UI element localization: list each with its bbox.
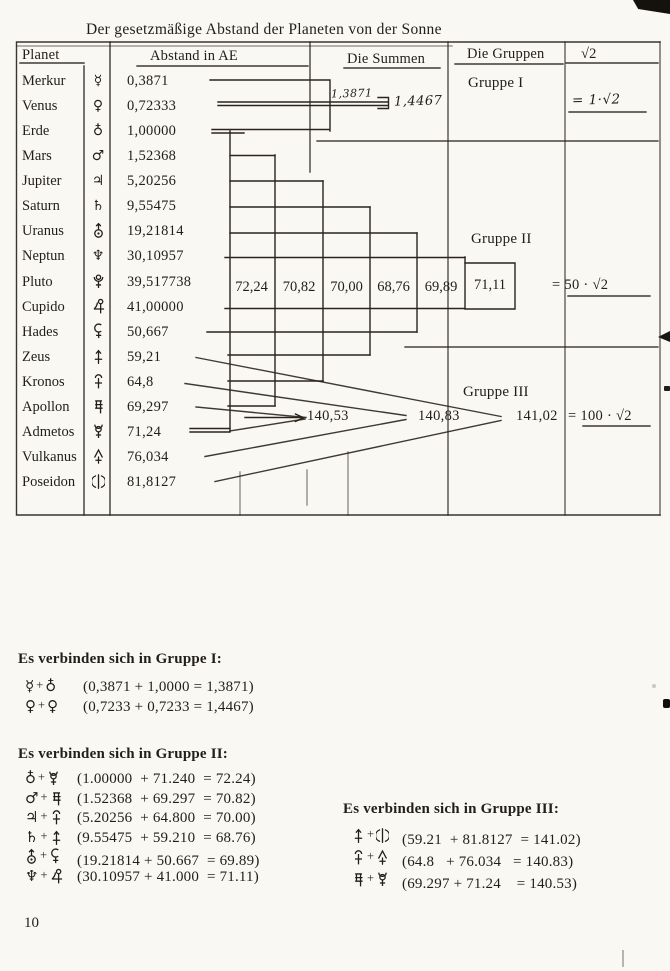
planet-name: Jupiter xyxy=(22,173,62,190)
planet-symbol xyxy=(86,423,110,442)
planet-symbol xyxy=(86,448,110,467)
kronos-symbol-icon xyxy=(50,809,63,826)
planet-row xyxy=(22,197,322,216)
page-title: Der gesetzmäßige Abstand der Planeten von der Sonne xyxy=(86,21,442,38)
formula-line xyxy=(343,849,581,871)
group3-sum-a: 140,53 xyxy=(307,408,349,424)
plus-sign: + xyxy=(367,871,375,885)
formula-line xyxy=(18,868,260,888)
sum-value: 72,24 xyxy=(235,279,268,295)
mercury-symbol-icon: ☿ xyxy=(25,677,35,695)
group-label-3: Gruppe III xyxy=(463,384,529,400)
planet-distance: 19,21814 xyxy=(127,223,184,240)
saturn-symbol-icon: ♄ xyxy=(25,827,39,846)
planet-row xyxy=(22,97,322,116)
planet-symbol xyxy=(86,373,110,392)
scan-artifact-mark xyxy=(663,699,670,708)
handwritten-sum-venus-venus: 1,4467 xyxy=(393,93,443,110)
sum-value: 70,00 xyxy=(330,279,363,295)
planet-distance: 1,52368 xyxy=(127,148,177,165)
planet-distance: 1,00000 xyxy=(127,123,177,140)
planet-name: Merkur xyxy=(22,73,66,89)
planet-symbol xyxy=(86,298,110,317)
column-header-sqrt2: √2 xyxy=(581,46,597,62)
admetos-symbol-icon xyxy=(376,871,389,888)
scan-artifact-corner xyxy=(633,0,670,14)
formula-text: (64.8 + 76.034 = 140.83) xyxy=(402,854,574,870)
neptune-symbol-icon: ♆ xyxy=(25,866,39,885)
sum-value: 70,82 xyxy=(282,279,316,295)
group-label-2: Gruppe II xyxy=(471,231,532,247)
planet-pair xyxy=(25,829,77,846)
formula-line xyxy=(18,770,260,790)
planet-name: Venus xyxy=(22,98,58,115)
venus-symbol-icon: ♀ xyxy=(47,696,59,715)
group3-sum-c: 141,02 xyxy=(516,408,558,424)
group2-formula: = 50 · √2 xyxy=(552,277,609,293)
admetos-symbol-icon xyxy=(47,770,60,787)
scan-artifact-mark xyxy=(658,331,670,342)
hades-symbol-icon xyxy=(92,323,105,340)
formula-text: (19.21814 + 50.667 = 69.89) xyxy=(77,853,260,870)
planet-distance: 76,034 xyxy=(127,449,169,466)
column-header-distance: Abstand in AE xyxy=(150,48,238,64)
sum-value: 69,89 xyxy=(424,279,458,295)
formula-text: (69.297 + 71.24 = 140.53) xyxy=(402,876,578,892)
page-number: 10 xyxy=(24,915,39,931)
planet-pair xyxy=(25,848,77,865)
plus-sign: + xyxy=(367,849,375,863)
planet-distance: 69,297 xyxy=(127,398,169,415)
neptune-symbol-icon: ♆ xyxy=(91,248,105,265)
apollon-symbol-icon xyxy=(352,871,365,888)
vulkanus-symbol-icon xyxy=(376,849,389,866)
formula-line xyxy=(343,871,581,893)
handwritten-group1-formula: = 1·√2 xyxy=(571,91,621,109)
planet-row xyxy=(22,222,322,241)
plus-sign: + xyxy=(40,789,48,804)
pluto-symbol-icon xyxy=(92,273,105,290)
jupiter-symbol-icon: ♃ xyxy=(25,808,39,827)
cupido-symbol-icon xyxy=(50,868,63,885)
earth-symbol-icon: ♁ xyxy=(45,677,57,695)
plus-sign: + xyxy=(38,697,46,712)
section-heading: Es verbinden sich in Gruppe III: xyxy=(343,801,560,817)
planet-symbol xyxy=(86,398,110,417)
formula-line xyxy=(18,809,260,829)
apollon-symbol-icon xyxy=(50,790,63,807)
planet-name: Pluto xyxy=(22,273,53,290)
planet-symbol xyxy=(86,248,110,265)
planet-pair xyxy=(25,868,77,885)
planet-name: Zeus xyxy=(22,348,51,365)
column-header-planet: Planet xyxy=(22,47,60,63)
venus-symbol-icon: ♀ xyxy=(92,98,104,115)
earth-symbol-icon: ♁ xyxy=(25,769,36,787)
planet-name: Apollon xyxy=(22,398,70,415)
planet-name: Mars xyxy=(22,148,52,165)
plus-sign: + xyxy=(38,770,46,784)
planet-row xyxy=(22,423,322,442)
planet-symbol xyxy=(86,323,110,342)
scan-artifact-mark xyxy=(622,950,624,967)
scan-artifact-mark xyxy=(664,386,670,391)
kronos-symbol-icon xyxy=(92,373,105,390)
cupido-symbol-icon xyxy=(92,298,105,315)
planet-symbol xyxy=(86,98,110,115)
planet-pair xyxy=(25,809,77,826)
section-heading: Es verbinden sich in Gruppe II: xyxy=(18,746,228,762)
planet-row xyxy=(22,72,322,91)
formula-line xyxy=(18,790,260,810)
planet-distance: 0,3871 xyxy=(127,73,169,89)
planet-pair xyxy=(352,849,402,866)
planet-name: Uranus xyxy=(22,223,64,240)
formula-line xyxy=(18,829,260,849)
formula-text: (9.55475 + 59.210 = 68.76) xyxy=(77,829,256,846)
planet-name: Neptun xyxy=(22,248,65,265)
planet-pair xyxy=(25,770,77,787)
formula-section xyxy=(343,801,581,893)
planet-row xyxy=(22,298,322,317)
plus-sign: + xyxy=(367,827,375,841)
planet-symbol xyxy=(86,198,110,215)
uranus-symbol-icon xyxy=(92,222,105,239)
uranus-symbol-icon xyxy=(25,848,38,865)
planet-name: Vulkanus xyxy=(22,449,77,466)
formula-text: (1.52368 + 69.297 = 70.82) xyxy=(77,790,256,807)
planet-symbol xyxy=(86,473,110,492)
zeus-symbol-icon xyxy=(50,829,63,846)
handwritten-sum-merkur-erde: 1,3871 xyxy=(330,86,373,101)
formula-text: (5.20256 + 64.800 = 70.00) xyxy=(77,810,256,827)
planet-name: Hades xyxy=(22,323,59,340)
planet-distance: 41,00000 xyxy=(127,298,184,315)
kronos-symbol-icon xyxy=(352,849,365,866)
planet-name: Admetos xyxy=(22,423,75,440)
planet-distance: 64,8 xyxy=(127,373,154,390)
mars-symbol-icon: ♂ xyxy=(91,148,105,165)
planet-row xyxy=(22,448,322,467)
formula-text: (59.21 + 81.8127 = 141.02) xyxy=(402,832,581,848)
planet-symbol xyxy=(86,273,110,292)
formula-line xyxy=(343,827,581,849)
formula-line xyxy=(18,848,260,868)
planet-distance: 30,10957 xyxy=(127,248,184,265)
planet-name: Cupido xyxy=(22,298,65,315)
zeus-symbol-icon xyxy=(352,827,365,844)
zeus-symbol-icon xyxy=(92,348,105,365)
planet-name: Saturn xyxy=(22,198,60,215)
mercury-symbol-icon: ☿ xyxy=(93,73,103,89)
hades-symbol-icon xyxy=(49,848,62,865)
saturn-symbol-icon: ♄ xyxy=(91,198,105,215)
section-heading: Es verbinden sich in Gruppe I: xyxy=(18,651,222,667)
planet-symbol xyxy=(86,222,110,241)
planet-pair xyxy=(25,679,83,694)
planet-symbol xyxy=(86,148,110,165)
planet-name: Kronos xyxy=(22,373,65,390)
planet-distance: 71,24 xyxy=(127,423,162,440)
planet-pair xyxy=(352,827,402,844)
planet-row xyxy=(22,373,322,392)
planet-distance: 50,667 xyxy=(127,323,169,340)
plus-sign: + xyxy=(36,678,44,692)
group3-formula: = 100 · √2 xyxy=(568,408,632,424)
formula-line xyxy=(18,679,254,699)
formula-line xyxy=(18,696,254,719)
mars-symbol-icon: ♂ xyxy=(25,788,39,807)
column-header-groups: Die Gruppen xyxy=(467,46,545,62)
scan-artifact-mark xyxy=(652,684,656,688)
planet-distance: 39,517738 xyxy=(127,273,192,290)
vulkanus-symbol-icon xyxy=(92,448,105,465)
planet-row xyxy=(22,398,322,417)
planet-row xyxy=(22,323,322,342)
planet-distance: 9,55475 xyxy=(127,198,177,215)
group3-sum-b: 140,83 xyxy=(418,408,460,424)
plus-sign: + xyxy=(40,809,48,824)
planet-symbol xyxy=(86,123,110,140)
formula-section xyxy=(18,746,260,888)
planet-distance: 59,21 xyxy=(127,348,162,365)
planet-distance: 81,8127 xyxy=(127,474,177,491)
poseidon-symbol-icon xyxy=(376,827,389,844)
planet-symbol xyxy=(86,173,110,190)
formula-text: (30.10957 + 41.000 = 71.11) xyxy=(77,868,259,885)
earth-symbol-icon: ♁ xyxy=(92,123,104,140)
planet-row xyxy=(22,122,322,141)
planet-symbol xyxy=(86,73,110,90)
group-label-1: Gruppe I xyxy=(468,75,524,91)
formula-text: (1.00000 + 71.240 = 72.24) xyxy=(77,771,256,787)
planet-pair xyxy=(25,696,83,715)
planet-distance: 5,20256 xyxy=(127,173,177,190)
apollon-symbol-icon xyxy=(92,398,105,415)
planet-pair xyxy=(25,790,77,807)
formula-text: (0,7233 + 0,7233 = 1,4467) xyxy=(83,698,254,715)
planet-row xyxy=(22,247,322,266)
plus-sign: + xyxy=(40,867,48,882)
plus-sign: + xyxy=(40,848,48,863)
planet-row xyxy=(22,147,322,166)
planet-distance: 0,72333 xyxy=(127,98,177,115)
formula-text: (0,3871 + 1,0000 = 1,3871) xyxy=(83,679,254,695)
planet-row xyxy=(22,473,322,492)
sum-value: 71,11 xyxy=(473,277,507,293)
planet-name: Poseidon xyxy=(22,474,76,491)
formula-section xyxy=(18,651,254,718)
planet-row xyxy=(22,172,322,191)
column-header-sums: Die Summen xyxy=(347,51,426,67)
jupiter-symbol-icon: ♃ xyxy=(91,173,105,190)
poseidon-symbol-icon xyxy=(92,473,105,490)
planet-pair xyxy=(352,871,402,888)
admetos-symbol-icon xyxy=(92,423,105,440)
planet-row xyxy=(22,348,322,367)
sum-value: 68,76 xyxy=(377,279,410,295)
planet-name: Erde xyxy=(22,123,50,140)
planet-symbol xyxy=(86,348,110,367)
plus-sign: + xyxy=(40,828,48,843)
venus-symbol-icon: ♀ xyxy=(25,696,36,715)
